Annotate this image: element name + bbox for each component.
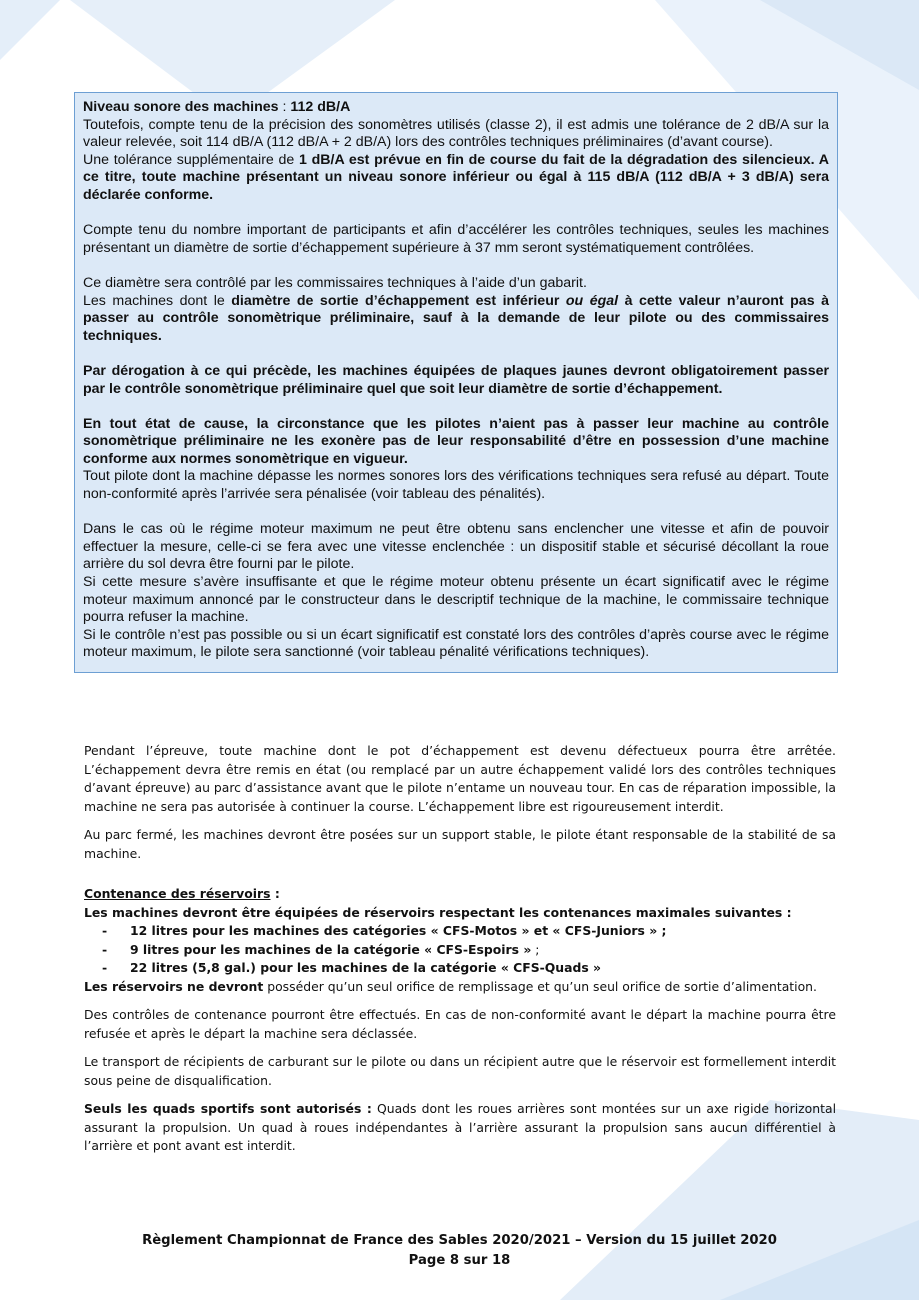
reservoir-section: Contenance des réservoirs : Les machines devront être équipées de réservoirs respectant les contenances maximales suivantes : xyxy=(84,886,792,920)
top-left-triangle xyxy=(0,0,60,60)
quads-paragraph: Seuls les quads sportifs sont autorisés : Quads dont les roues arrières sont montées sur un axe rigide horizontal assurant la propulsion. Un quad à roues indépendantes à l’arrière assurant la propulsion sans aucun différentiel à l’arrière et pont avant est interdit. xyxy=(84,1101,837,1153)
main-body-text xyxy=(84,742,836,1166)
yellow-plates-paragraph: Par dérogation à ce qui précède, les machines équipées de plaques jaunes devront obligatoirement passer par le contrôle sonomètrique préliminaire quel que soit leur diamètre de sortie d’échappement. xyxy=(83,362,829,397)
exhaust-defect-paragraph: Pendant l’épreuve, toute machine dont le pot d’échappement est devenu défectueux pourra être arrêtée. L’échappement devra être remis en état (ou remplacé par un autre échappement validé lors des contrôles techniques d’avant épreuve) au parc d’assistance avant que le pilote n’entame un nouveau tour. En cas de réparation impossible, la machine ne sera pas autorisée à continuer la course. L’échappement libre est rigoureusement interdit. xyxy=(84,743,837,814)
parc-ferme-paragraph: Au parc fermé, les machines devront être posées sur un support stable, le pilote étant responsable de la stabilité de sa machine. xyxy=(84,827,836,861)
reservoir-orifice-paragraph: Les réservoirs ne devront posséder qu’un seul orifice de remplissage et qu’un seul orifice de sortie d’alimentation. xyxy=(84,978,817,994)
list-item: - 12 litres pour les machines des catégories « CFS-Motos » et « CFS-Juniors » ; xyxy=(102,923,667,938)
footer-title: Règlement Championnat de France des Sables 2020/2021 – Version du 15 juillet 2020 xyxy=(142,1233,777,1248)
section-heading: Contenance des réservoirs xyxy=(84,886,271,901)
sound-level-value: 112 dB/A xyxy=(290,99,351,115)
page-number: Page 8 sur 18 xyxy=(408,1253,511,1268)
sound-level-title: Niveau sonore des machines xyxy=(83,99,279,115)
exhaust-diameter-paragraph: Compte tenu du nombre important de participants et afin d’accélérer les contrôles techniques, seules les machines présentant un diamètre de sortie d’échappement supérieure à 37 mm seront systématiquement contrôlées. xyxy=(83,222,829,256)
sound-level-paragraph: Niveau sonore des machines : 112 dB/A Toutefois, compte tenu de la précision des sonomètres utilisés (classe 2), il est admis une tolérance de 2 dB/A sur la valeur relevée, soit 114 dB/A (112 dB/A + 2 dB/A) lors des contrôles techniques préliminaires (d’avant course). Une tolérance supplémentaire de 1 dB/A est prévue en fin de course du fait de la dégradation des silencieux. A ce titre, toute machine présentant un niveau sonore inférieur ou égal à 115 dB/A (112 dB/A + 3 dB/A) sera déclarée conforme. xyxy=(83,99,829,203)
engine-speed-paragraph: Dans le cas où le régime moteur maximum ne peut être obtenu sans enclencher une vitesse et afin de pouvoir effectuer la mesure, celle-ci se fera avec une vitesse enclenchée : un dispositif stable et sécurisé décollant la roue arrière du sol devra être fourni par le pilote. Si cette mesure s’avère insuffisante et que le régime moteur obtenu présente un écart significatif avec le régime moteur maximum annoncé par le constructeur dans le descriptif technique de la machine, le commissaire technique pourra refuser la machine. Si le contrôle n’est pas possible ou si un écart significatif est constaté lors des contrôles d’après course avec le régime moteur maximum, le pilote sera sanctionné (voir tableau pénalité vérifications techniques). xyxy=(83,521,829,661)
capacity-list xyxy=(84,922,836,978)
responsibility-paragraph: En tout état de cause, la circonstance que les pilotes n’aient pas à passer leur machine au contrôle sonomètrique préliminaire ne les exonère pas de leur responsabilité d’être en possession d’une machine conforme aux normes sonomètrique en vigueur. Tout pilote dont la machine dépasse les normes sonores lors des vérifications techniques sera refusé au départ. Toute non-conformité après l’arrivée sera pénalisée (voir tableau des pénalités). xyxy=(83,415,829,503)
fuel-transport-paragraph: Le transport de récipients de carburant sur le pilote ou dans un récipient autre que le réservoir est formellement interdit sous peine de disqualification. xyxy=(84,1054,836,1088)
list-item: - 22 litres (5,8 gal.) pour les machines de la catégorie « CFS-Quads » xyxy=(102,960,602,975)
sound-level-box xyxy=(74,92,838,673)
capacity-control-paragraph: Des contrôles de contenance pourront être effectués. En cas de non-conformité avant le départ la machine pourra être refusée et après le départ la machine sera déclassée. xyxy=(84,1007,836,1041)
gauge-paragraph: Ce diamètre sera contrôlé par les commissaires techniques à l’aide d’un gabarit. Les machines dont le diamètre de sortie d’échappement est inférieur ou égal à cette valeur n’auront pas à passer au contrôle sonomètrique préliminaire, sauf à la demande de leur pilote ou des commissaires techniques. xyxy=(83,274,829,344)
section-intro: Les machines devront être équipées de réservoirs respectant les contenances maximales suivantes : xyxy=(84,904,792,920)
list-item: - 9 litres pour les machines de la catégorie « CFS-Espoirs » ; xyxy=(102,941,540,957)
tolerance-text: Toutefois, compte tenu de la précision des sonomètres utilisés (classe 2), il est admis une tolérance de 2 dB/A sur la valeur relevée, soit 114 dB/A (112 dB/A + 2 dB/A) lors des contrôles techniques préliminaires (d’avant course). xyxy=(83,116,829,151)
extra-tolerance-text: 1 dB/A est prévue en fin de course du fait de la dégradation des silencieux. A ce titre, toute machine présentant un niveau sonore inférieur ou égal à 115 dB/A (112 dB/A + 3 dB/A) sera déclarée conforme. xyxy=(83,151,829,203)
